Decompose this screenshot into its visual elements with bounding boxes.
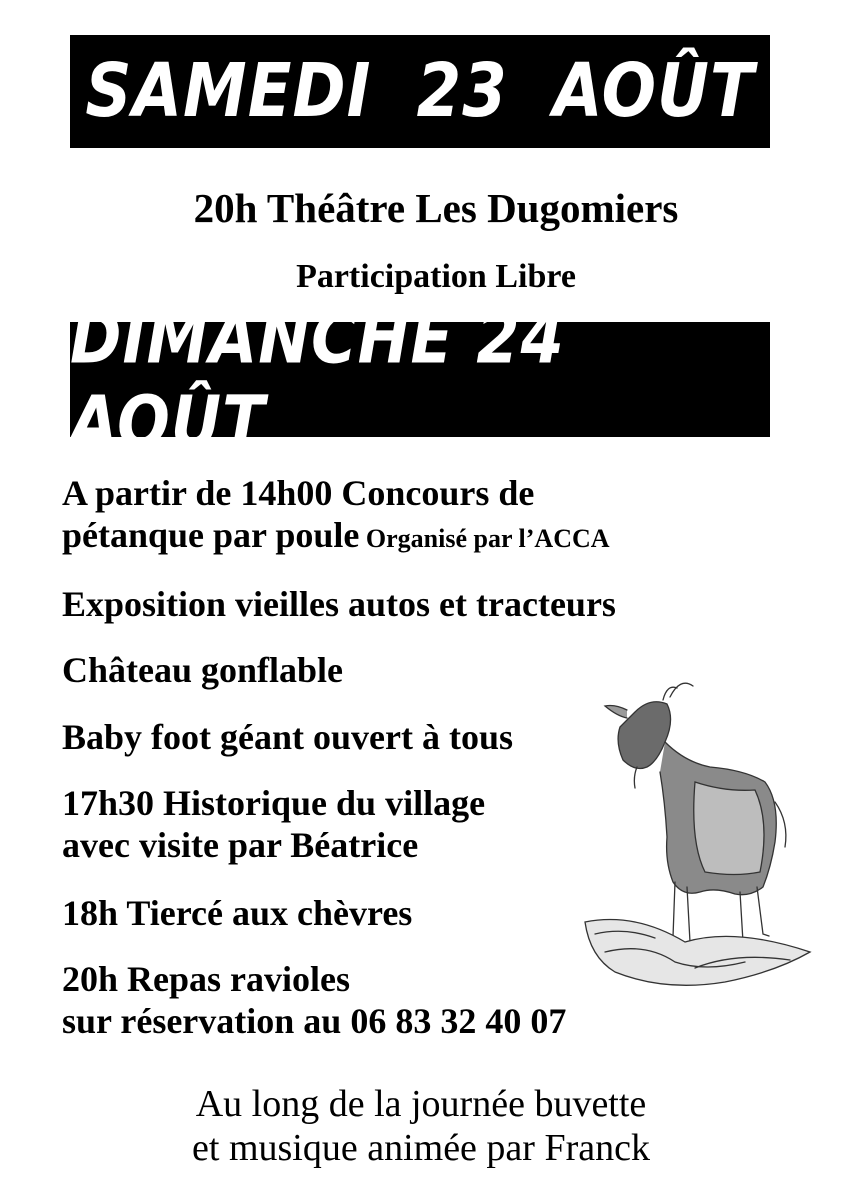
petanque-line1: A partir de 14h00 Concours de <box>62 473 535 513</box>
list-item-babyfoot: Baby foot géant ouvert à tous <box>62 717 513 757</box>
historique-line1: 17h30 Historique du village <box>62 783 486 823</box>
footer-line1: Au long de la journée buvette <box>195 1083 647 1125</box>
petanque-text: pétanque par poule <box>62 515 360 555</box>
list-item-historique <box>62 782 485 866</box>
list-item-repas <box>62 958 566 1042</box>
petanque-line2 <box>62 514 610 560</box>
sunday-banner <box>70 295 770 464</box>
sunday-banner-text: DIMANCHE 24 AOÛT <box>70 295 565 464</box>
list-item-chateau: Château gonflable <box>62 650 344 690</box>
list-item-petanque <box>62 472 610 560</box>
list-item-tierce: 18h Tiercé aux chèvres <box>62 893 413 933</box>
saturday-banner <box>70 35 770 148</box>
list-item-exposition: Exposition vieilles autos et tracteurs <box>62 584 616 624</box>
saturday-banner-text: SAMEDI 23 AOÛT <box>85 48 755 135</box>
participation-note: Participation Libre <box>296 258 576 295</box>
goat-drawing-icon <box>575 672 815 1012</box>
footer-note <box>0 1082 842 1170</box>
organizer-note: Organisé par l’ACCA <box>359 524 610 553</box>
footer-line2: et musique animée par Franck <box>192 1127 650 1169</box>
repas-line1: 20h Repas ravioles <box>62 959 350 999</box>
historique-line2: avec visite par Béatrice <box>62 825 419 865</box>
repas-line2: sur réservation au 06 83 32 40 07 <box>62 1001 567 1041</box>
theatre-event: 20h Théâtre Les Dugomiers <box>193 185 679 231</box>
